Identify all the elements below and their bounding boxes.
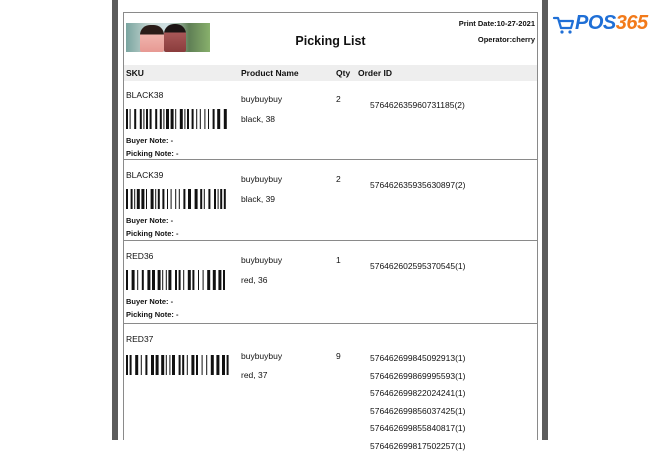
operator: Operator:cherry bbox=[478, 35, 535, 44]
row-sku: BLACK39 bbox=[126, 170, 163, 180]
brand-name bbox=[575, 12, 648, 35]
picking-list-sheet bbox=[123, 12, 538, 440]
row-sku: BLACK38 bbox=[126, 90, 163, 100]
order-id: 576462699845092913(1) bbox=[370, 350, 465, 368]
row-order-ids bbox=[370, 258, 465, 276]
order-id: 576462635960731185(2) bbox=[370, 97, 465, 115]
row-product-variant: red, 36 bbox=[241, 275, 267, 285]
sku-barcode bbox=[126, 109, 229, 129]
row-sku: RED36 bbox=[126, 251, 153, 261]
row-product-variant: black, 38 bbox=[241, 114, 275, 124]
order-id: 576462635935630897(2) bbox=[370, 177, 465, 195]
table-row bbox=[124, 325, 537, 441]
row-order-ids bbox=[370, 350, 465, 455]
row-product-name: buybuybuy bbox=[241, 174, 282, 184]
row-product-name: buybuybuy bbox=[241, 351, 282, 361]
row-qty: 2 bbox=[336, 174, 341, 184]
picking-note: Picking Note: - bbox=[126, 229, 179, 238]
picking-note: Picking Note: - bbox=[126, 310, 179, 319]
row-product-name: buybuybuy bbox=[241, 255, 282, 265]
column-header-sku: SKU bbox=[126, 68, 144, 78]
brand-prefix: POS bbox=[575, 12, 616, 34]
document-title: Picking List bbox=[124, 34, 537, 48]
row-sku: RED37 bbox=[126, 334, 153, 344]
sku-barcode bbox=[126, 270, 229, 290]
column-header-order-id: Order ID bbox=[358, 68, 392, 78]
table-row bbox=[124, 81, 537, 160]
row-order-ids bbox=[370, 177, 465, 195]
row-order-ids bbox=[370, 97, 465, 115]
order-id: 576462699822024241(1) bbox=[370, 385, 465, 403]
table-header bbox=[124, 65, 537, 81]
row-product-variant: black, 39 bbox=[241, 194, 275, 204]
table-row bbox=[124, 161, 537, 241]
brand-suffix: 365 bbox=[616, 12, 648, 34]
picking-note: Picking Note: - bbox=[126, 149, 179, 158]
column-header-product-name: Product Name bbox=[241, 68, 299, 78]
pos365-logo bbox=[551, 12, 643, 38]
row-qty: 1 bbox=[336, 255, 341, 265]
buyer-note: Buyer Note: - bbox=[126, 297, 173, 306]
row-qty: 2 bbox=[336, 94, 341, 104]
row-qty: 9 bbox=[336, 351, 341, 361]
cart-icon bbox=[553, 16, 575, 34]
row-product-name: buybuybuy bbox=[241, 94, 282, 104]
order-id: 576462699869995593(1) bbox=[370, 368, 465, 386]
order-id: 576462699856037425(1) bbox=[370, 403, 465, 421]
row-product-variant: red, 37 bbox=[241, 370, 267, 380]
sku-barcode bbox=[126, 355, 229, 375]
order-id: 576462699855840817(1) bbox=[370, 420, 465, 438]
sku-barcode bbox=[126, 189, 229, 209]
order-id: 576462602595370545(1) bbox=[370, 258, 465, 276]
buyer-note: Buyer Note: - bbox=[126, 136, 173, 145]
table-row bbox=[124, 242, 537, 324]
buyer-note: Buyer Note: - bbox=[126, 216, 173, 225]
print-date: Print Date:10-27-2021 bbox=[459, 19, 535, 28]
column-header-qty: Qty bbox=[336, 68, 350, 78]
order-id: 576462699817502257(1) bbox=[370, 438, 465, 455]
